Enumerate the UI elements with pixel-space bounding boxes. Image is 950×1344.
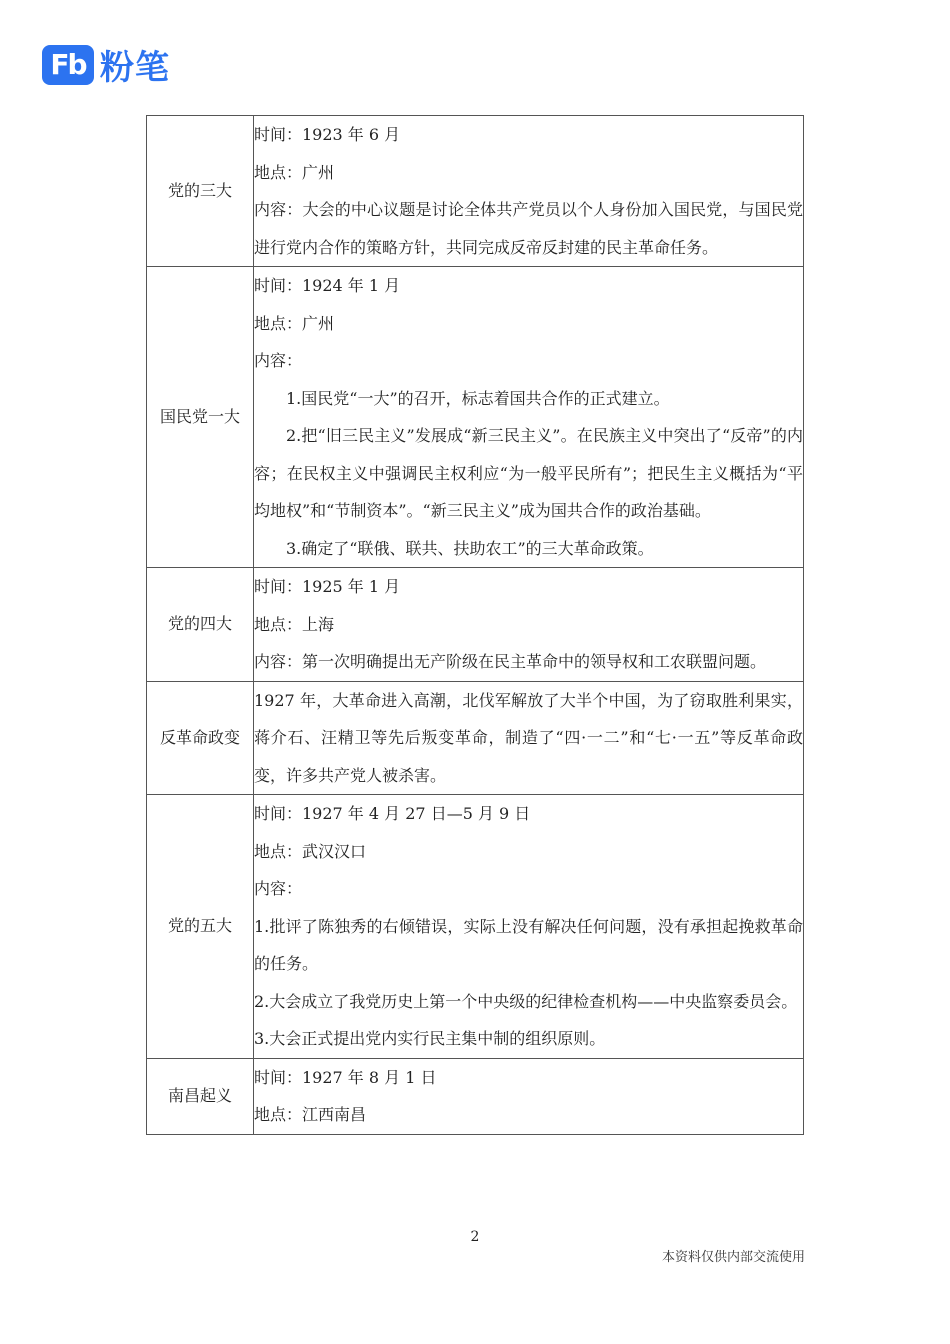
- content-line: 地点：上海: [254, 614, 335, 634]
- table-row: [147, 681, 804, 795]
- content-line: 内容：大会的中心议题是讨论全体共产党员以个人身份加入国民党，与国民党进行党内合作的策略方针，共同完成反帝反封建的民主革命任务。: [254, 200, 803, 257]
- row-label: 南昌起义: [147, 1058, 254, 1134]
- row-content: [254, 116, 804, 267]
- content-line: 时间：1925 年 1 月: [254, 577, 401, 596]
- content-line: 2.大会成立了我党历史上第一个中央级的纪律检查机构——中央监察委员会。: [254, 991, 798, 1011]
- page-number: 2: [470, 1229, 480, 1245]
- row-content: [254, 1058, 804, 1134]
- logo-mark-icon: Fb: [42, 45, 94, 85]
- row-label: 反革命政变: [147, 681, 254, 795]
- content-line: 地点：江西南昌: [254, 1105, 367, 1124]
- content-line: 地点：武汉汉口: [254, 841, 367, 861]
- content-line: 2.把“旧三民主义”发展成“新三民主义”。在民族主义中突出了“反帝”的内容；在民权主义中强调民主权利应“为一般平民所有”；把民生主义概括为“平均地权”和“节制资本”。“新三民主义”成为国共合作的政治基础。: [254, 426, 803, 520]
- content-line: 时间：1927 年 8 月 1 日: [254, 1067, 437, 1087]
- content-line: 1.批评了陈独秀的右倾错误，实际上没有解决任何问题，没有承担起挽救革命的任务。: [254, 916, 803, 973]
- content-line: 3.大会正式提出党内实行民主集中制的组织原则。: [254, 1029, 606, 1048]
- row-label: 党的五大: [147, 795, 254, 1059]
- row-content: [254, 681, 804, 795]
- table-row: [147, 116, 804, 267]
- row-content: [254, 267, 804, 568]
- row-label: 党的三大: [147, 116, 254, 267]
- row-label: 党的四大: [147, 568, 254, 682]
- content-line: 3.确定了“联俄、联共、扶助农工”的三大革命政策。: [286, 538, 654, 558]
- history-table: [146, 115, 804, 1135]
- content-line: 地点：广州: [254, 313, 335, 333]
- content-line: 时间：1923 年 6 月: [254, 125, 401, 144]
- brand-logo: [42, 40, 170, 89]
- table-row: [147, 267, 804, 568]
- content-line: 1927 年，大革命进入高潮，北伐军解放了大半个中国，为了窃取胜利果实，蒋介石、汪精卫等先后叛变革命，制造了“四·一二”和“七·一五”等反革命政变，许多共产党人被杀害。: [254, 690, 803, 785]
- table-row: [147, 1058, 804, 1134]
- content-line: 内容：: [254, 879, 303, 898]
- content-line: 内容：: [254, 351, 303, 370]
- row-content: [254, 795, 804, 1059]
- content-line: 时间：1924 年 1 月: [254, 276, 401, 295]
- content-line: 时间：1927 年 4 月 27 日—5 月 9 日: [254, 804, 531, 823]
- row-label: 国民党一大: [147, 267, 254, 568]
- footer-note: 本资料仅供内部交流使用: [661, 1250, 805, 1265]
- row-content: [254, 568, 804, 682]
- content-line: 内容：第一次明确提出无产阶级在民主革命中的领导权和工农联盟问题。: [254, 652, 767, 671]
- table-row: [147, 568, 804, 682]
- content-line: 1.国民党“一大”的召开，标志着国共合作的正式建立。: [286, 388, 670, 408]
- content-line: 地点：广州: [254, 162, 335, 182]
- brand-name: 粉笔: [100, 48, 170, 88]
- table-row: [147, 795, 804, 1059]
